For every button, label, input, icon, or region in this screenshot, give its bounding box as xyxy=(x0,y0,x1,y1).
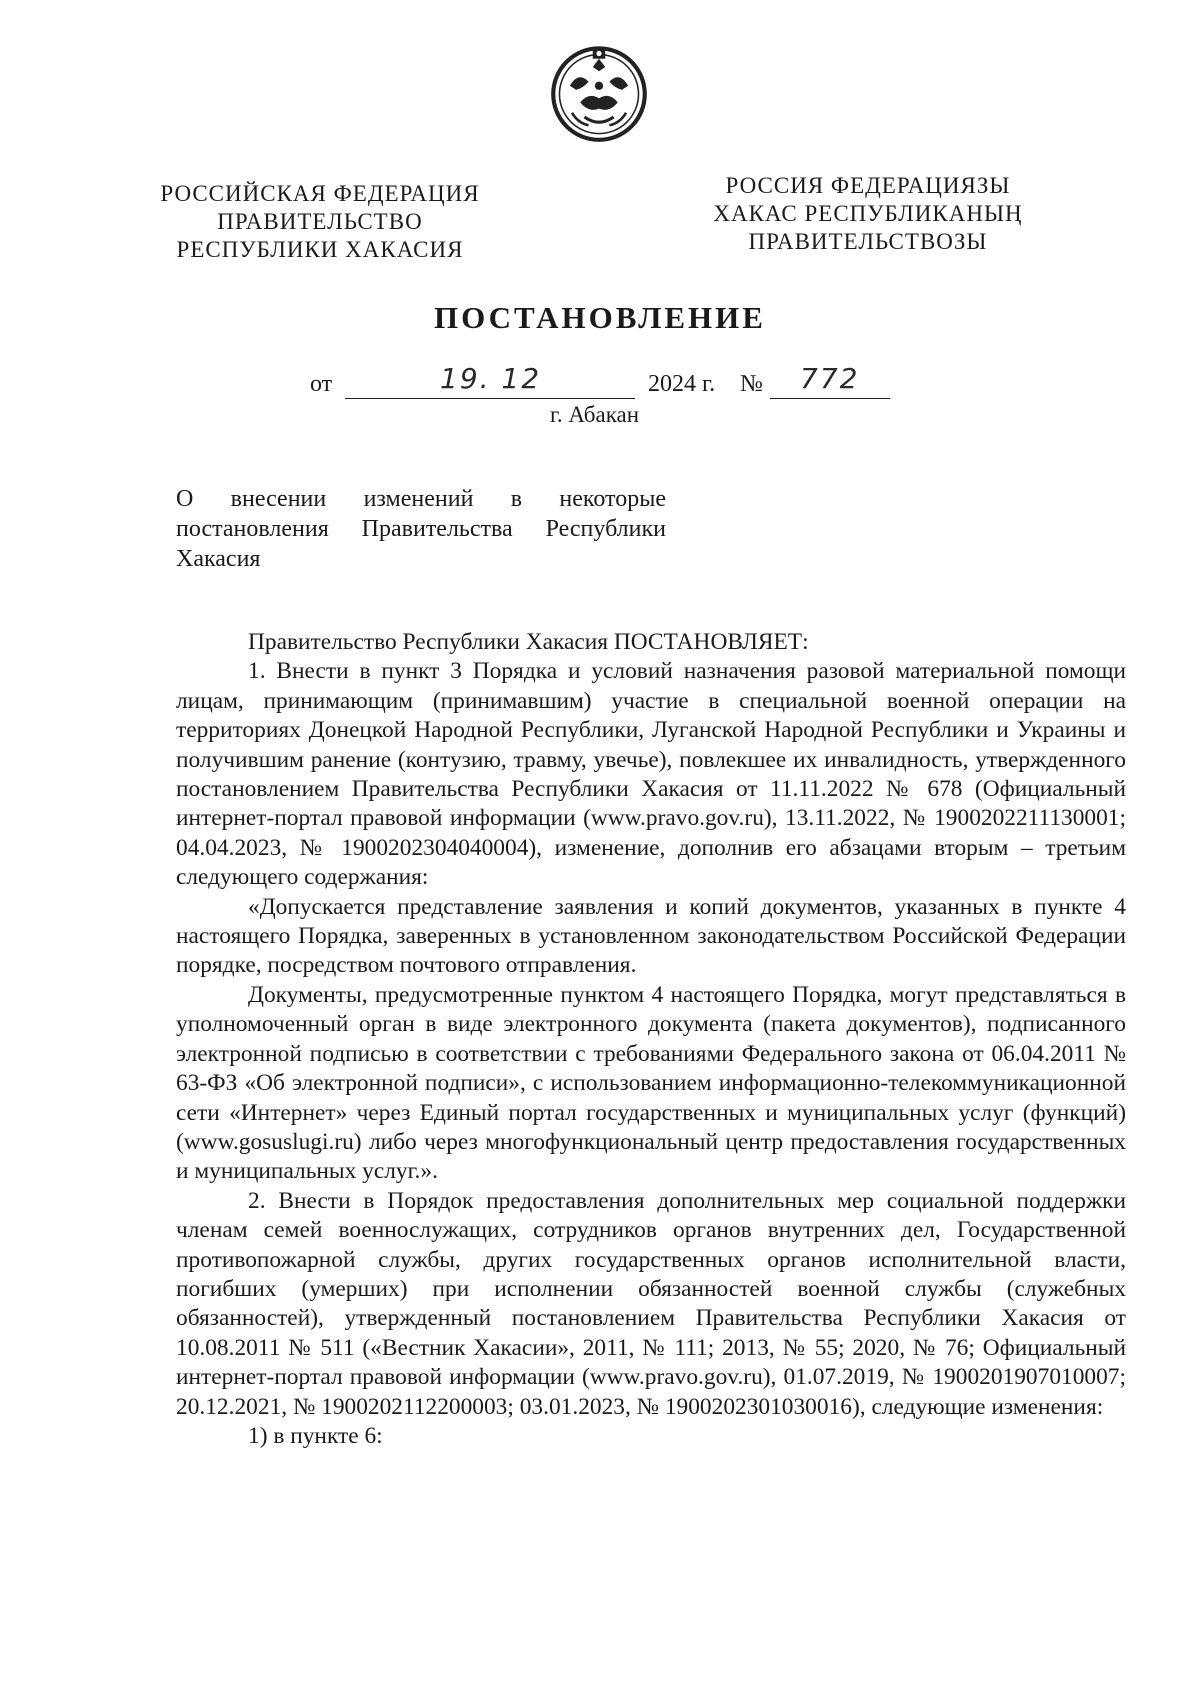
header-left-russian xyxy=(140,180,500,264)
header-left-line-3: РЕСПУБЛИКИ ХАКАСИЯ xyxy=(176,237,464,262)
year-label: 2024 г. xyxy=(648,371,716,397)
body-paragraph-item-1: 1. Внести в пункт 3 Порядка и условий назначения разовой материальной помощи лицам, принимающим (принимавшим) участие в специальной военной операции на территориях Донецкой Народной Республики, Луганской Народной Республики и Украины и получившим ранение (контузию, травму, увечье), повлекшее их инвалидность, утвержденного постановлением Правительства Республики Хакасия от 11.11.2022 № 678 (Официальный интернет-портал правовой информации (www.pravo.gov.ru), 13.11.2022, № 1900202211130001; 04.04.2023, № 1900202304040004), изменение, дополнив его абзацами вторым – третьим следующего содержания: xyxy=(176,658,1126,891)
body-paragraph-quote-1: «Допускается представление заявления и копий документов, указанных в пункте 4 настоящего Порядка, заверенных в установленном законодательством Российской Федерации порядке, посредством почтового отправления. xyxy=(176,893,1126,979)
header-right-line-3: ПРАВИТЕЛЬСТВОЗЫ xyxy=(748,229,988,254)
header-left-line-2: ПРАВИТЕЛЬСТВО xyxy=(217,209,423,234)
coat-of-arms-icon xyxy=(547,40,651,144)
number-sign-label: № xyxy=(740,371,763,397)
header-right-khakas xyxy=(678,172,1058,256)
city-label: г. Абакан xyxy=(550,402,640,427)
body-paragraph-item-2: 2. Внести в Порядок предоставления дополнительных мер социальной поддержки членам семей военнослужащих, сотрудников органов внутренних дел, Государственной противопожарной службы, других государственных органов исполнительной власти, погибших (умерших) при исполнении обязанностей военной службы (служебных обязанностей), утвержденный постановлением Правительства Республики Хакасия от 10.08.2011 № 511 («Вестник Хакасии», 2011, № 111; 2013, № 55; 2020, № 76; Официальный интернет-портал правовой информации (www.pravo.gov.ru), 01.07.2019, № 1900201907010007; 20.12.2021, № 1900202112200003; 03.01.2023, № 1900202301030016), следующие изменения: xyxy=(176,1187,1126,1420)
header-right-line-2: ХАКАС РЕСПУБЛИКАНЫҢ xyxy=(713,201,1023,226)
document-subject: О внесении изменений в некоторые постановления Правительства Республики Хакасия xyxy=(176,486,666,572)
body-paragraph-subitem-1: 1) в пункте 6: xyxy=(248,1422,383,1449)
body-paragraph-quote-2: Документы, предусмотренные пунктом 4 настоящего Порядка, могут представляться в уполномоченный орган в виде электронного документа (пакета документов), подписанного электронной подписью в соответствии с требованиями Федерального закона от 06.04.2011 № 63-ФЗ «Об электронной подписи», с использованием информационно-телекоммуникационной сети «Интернет» через Единый портал государственных и муниципальных услуг (функций) (www.gosuslugi.ru) либо через многофункциональный центр предоставления государственных и муниципальных услуг.». xyxy=(176,981,1126,1185)
header-left-line-1: РОССИЙСКАЯ ФЕДЕРАЦИЯ xyxy=(160,181,480,206)
body-paragraph-preamble: Правительство Республики Хакасия ПОСТАНОВЛЯЕТ: xyxy=(248,629,809,655)
document-title: ПОСТАНОВЛЕНИЕ xyxy=(434,300,766,335)
header-right-line-1: РОССИЯ ФЕДЕРАЦИЯЗЫ xyxy=(725,173,1011,198)
handwritten-date: 19. 12 xyxy=(440,362,542,395)
document-body xyxy=(176,628,1126,1451)
handwritten-number: 772 xyxy=(800,362,860,395)
date-from-label: от xyxy=(310,371,333,397)
